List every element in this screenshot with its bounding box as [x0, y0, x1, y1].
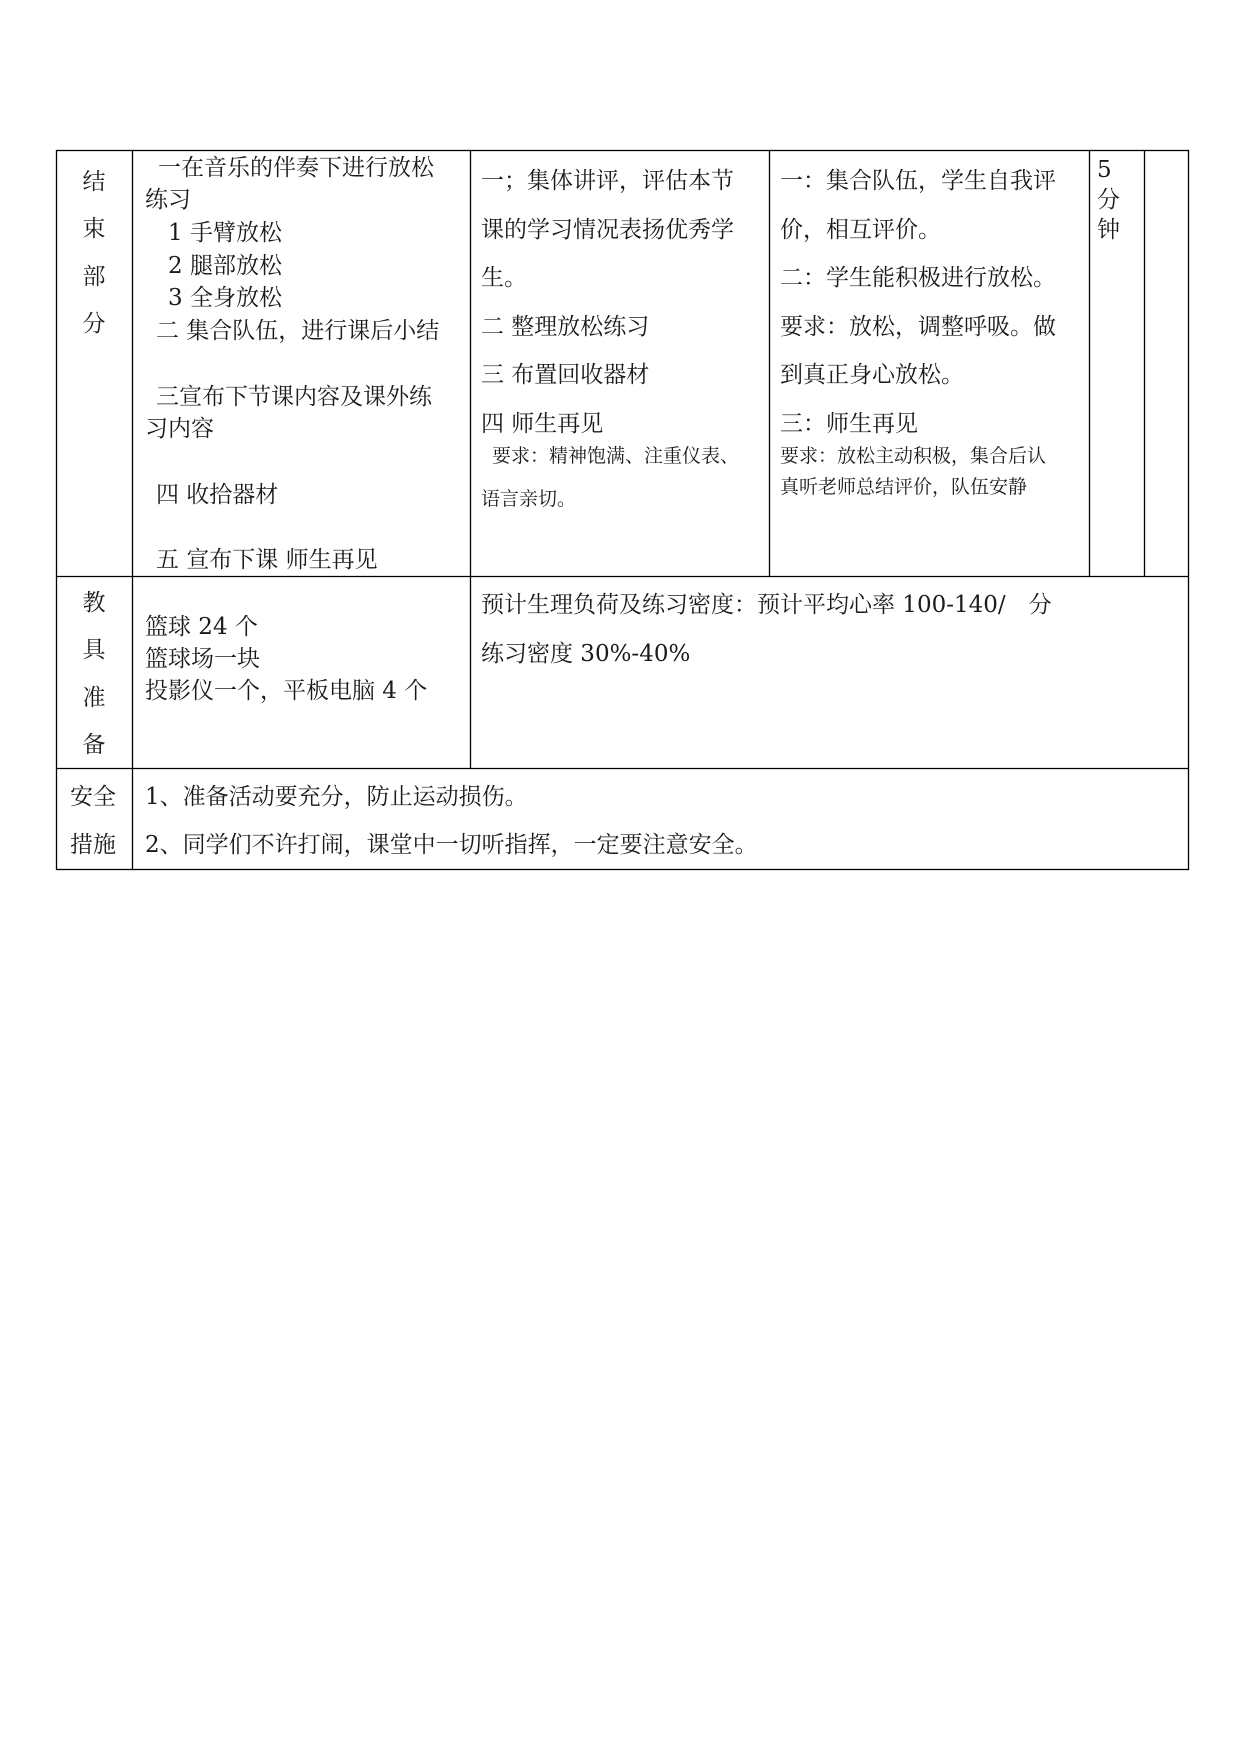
teacher-requirement: 语言亲切。 [481, 488, 577, 510]
equipment-item: 篮球 24 个 [145, 614, 258, 640]
student-line: 到真正身心放松。 [780, 362, 964, 388]
safety-label-line: 安全 [70, 784, 116, 810]
label-char: 准 [82, 685, 106, 711]
equipment-item: 投影仪一个，平板电脑 4 个 [145, 678, 428, 704]
label-char: 教 [82, 590, 106, 616]
label-char: 部 [82, 264, 106, 290]
equipment-item: 篮球场一块 [145, 646, 260, 672]
content-line: 四 收拾器材 [156, 482, 279, 508]
student-line: 三：师生再见 [780, 411, 918, 437]
load-line: 练习密度 30%-40% [481, 641, 691, 667]
time-value: 5 [1097, 157, 1112, 183]
label-char: 束 [82, 216, 106, 242]
teacher-line: 生。 [481, 265, 527, 291]
student-line: 二：学生能积极进行放松。 [780, 265, 1056, 291]
content-line: 三宣布下节课内容及课外练 [156, 384, 432, 410]
label-char: 备 [82, 732, 106, 758]
label-char: 结 [82, 169, 106, 195]
label-char: 具 [82, 637, 106, 663]
student-line: 要求：放松，调整呼吸。做 [780, 314, 1056, 340]
content-line: 五 宣布下课 师生再见 [156, 547, 378, 573]
content-line: 练习 [145, 187, 191, 213]
safety-item: 2、同学们不许打闹，课堂中一切听指挥，一定要注意安全。 [145, 832, 758, 858]
student-line: 一：集合队伍，学生自我评 [780, 168, 1056, 194]
teacher-requirement: 要求：精神饱满、注重仪表、 [492, 445, 740, 467]
label-char: 分 [82, 311, 106, 337]
time-unit: 钟 [1097, 217, 1120, 243]
teacher-line: 课的学习情况表扬优秀学 [481, 217, 734, 243]
safety-label-line: 措施 [70, 832, 116, 858]
content-item: 1 手臂放松 [168, 220, 282, 246]
time-unit: 分 [1097, 187, 1120, 213]
student-line: 价，相互评价。 [780, 217, 941, 243]
teacher-line: 四 师生再见 [481, 411, 604, 437]
teacher-line: 二 整理放松练习 [481, 314, 650, 340]
student-requirement: 真听老师总结评价，队伍安静 [780, 476, 1028, 498]
safety-item: 1、准备活动要充分，防止运动损伤。 [145, 784, 528, 810]
content-item: 2 腿部放松 [168, 253, 282, 279]
content-item: 3 全身放松 [168, 285, 282, 311]
content-line: 一在音乐的伴奏下进行放松 [158, 155, 434, 181]
content-line: 习内容 [145, 416, 214, 442]
teacher-line: 三 布置回收器材 [481, 362, 650, 388]
load-line: 预计生理负荷及练习密度：预计平均心率 100-140/ 分 [481, 592, 1052, 618]
teacher-line: 一；集体讲评，评估本节 [481, 168, 734, 194]
student-requirement: 要求：放松主动积极，集合后认 [780, 445, 1047, 467]
content-line: 二 集合队伍，进行课后小结 [156, 318, 440, 344]
